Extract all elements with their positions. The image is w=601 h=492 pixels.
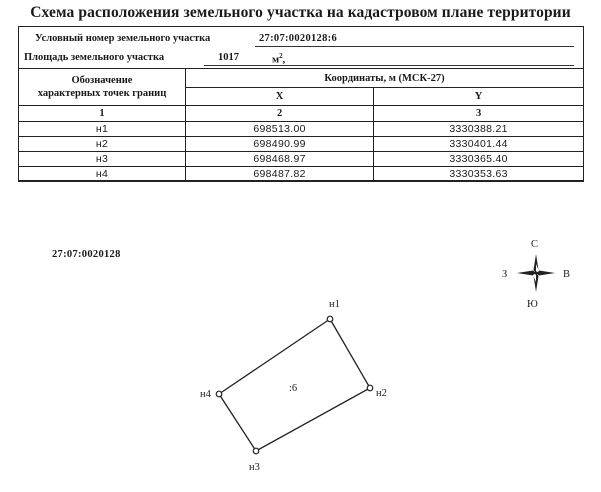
boundary-point-marker <box>216 391 222 397</box>
x-cell: 698490.99 <box>186 137 374 152</box>
point-cell: н4 <box>19 167 186 182</box>
compass-south: Ю <box>527 299 538 310</box>
col-number: 1 <box>19 106 186 122</box>
quarter-number-label: 27:07:0020128 <box>52 249 121 260</box>
coords-header: Координаты, м (МСК-27) <box>186 69 584 88</box>
compass-west: З <box>502 269 508 280</box>
area-unit-sup: 2 <box>279 52 283 60</box>
points-header-line2: характерных точек границ <box>37 88 167 99</box>
point-label-n3: н3 <box>249 462 260 473</box>
area-label: Площадь земельного участка <box>24 52 165 63</box>
area-value: 1017 <box>218 52 239 63</box>
page-title: Схема расположения земельного участка на кадастровом плане территории <box>30 4 571 21</box>
area-unit-base: м <box>272 54 280 66</box>
parcel-label: :6 <box>289 383 298 394</box>
cadastral-number-value: 27:07:0020128:6 <box>259 33 337 44</box>
point-label-n2: н2 <box>376 388 387 399</box>
boundary-point-marker <box>367 385 373 391</box>
compass-north: С <box>531 239 539 250</box>
boundary-point-marker <box>327 316 333 322</box>
boundary-point-marker <box>253 448 259 454</box>
cadastral-number-label: Условный номер земельного участка <box>35 33 211 44</box>
points-header-line1: Обозначение <box>71 75 133 86</box>
y-cell: 3330401.44 <box>374 137 584 152</box>
point-cell: н3 <box>19 152 186 167</box>
point-label-n4: н4 <box>200 389 211 400</box>
point-cell: н2 <box>19 137 186 152</box>
y-cell: 3330353.63 <box>374 167 584 182</box>
y-cell: 3330388.21 <box>374 122 584 137</box>
point-label-n1: н1 <box>329 299 340 310</box>
x-cell: 698468.97 <box>186 152 374 167</box>
y-header: Y <box>374 88 584 106</box>
compass-rose-icon <box>517 254 555 292</box>
y-cell: 3330365.40 <box>374 152 584 167</box>
compass-east: В <box>563 269 571 280</box>
area-unit-tail: , <box>282 54 286 66</box>
x-header: X <box>186 88 374 106</box>
x-cell: 698513.00 <box>186 122 374 137</box>
col-number: 3 <box>374 106 584 122</box>
point-cell: н1 <box>19 122 186 137</box>
x-cell: 698487.82 <box>186 167 374 182</box>
col-number: 2 <box>186 106 374 122</box>
